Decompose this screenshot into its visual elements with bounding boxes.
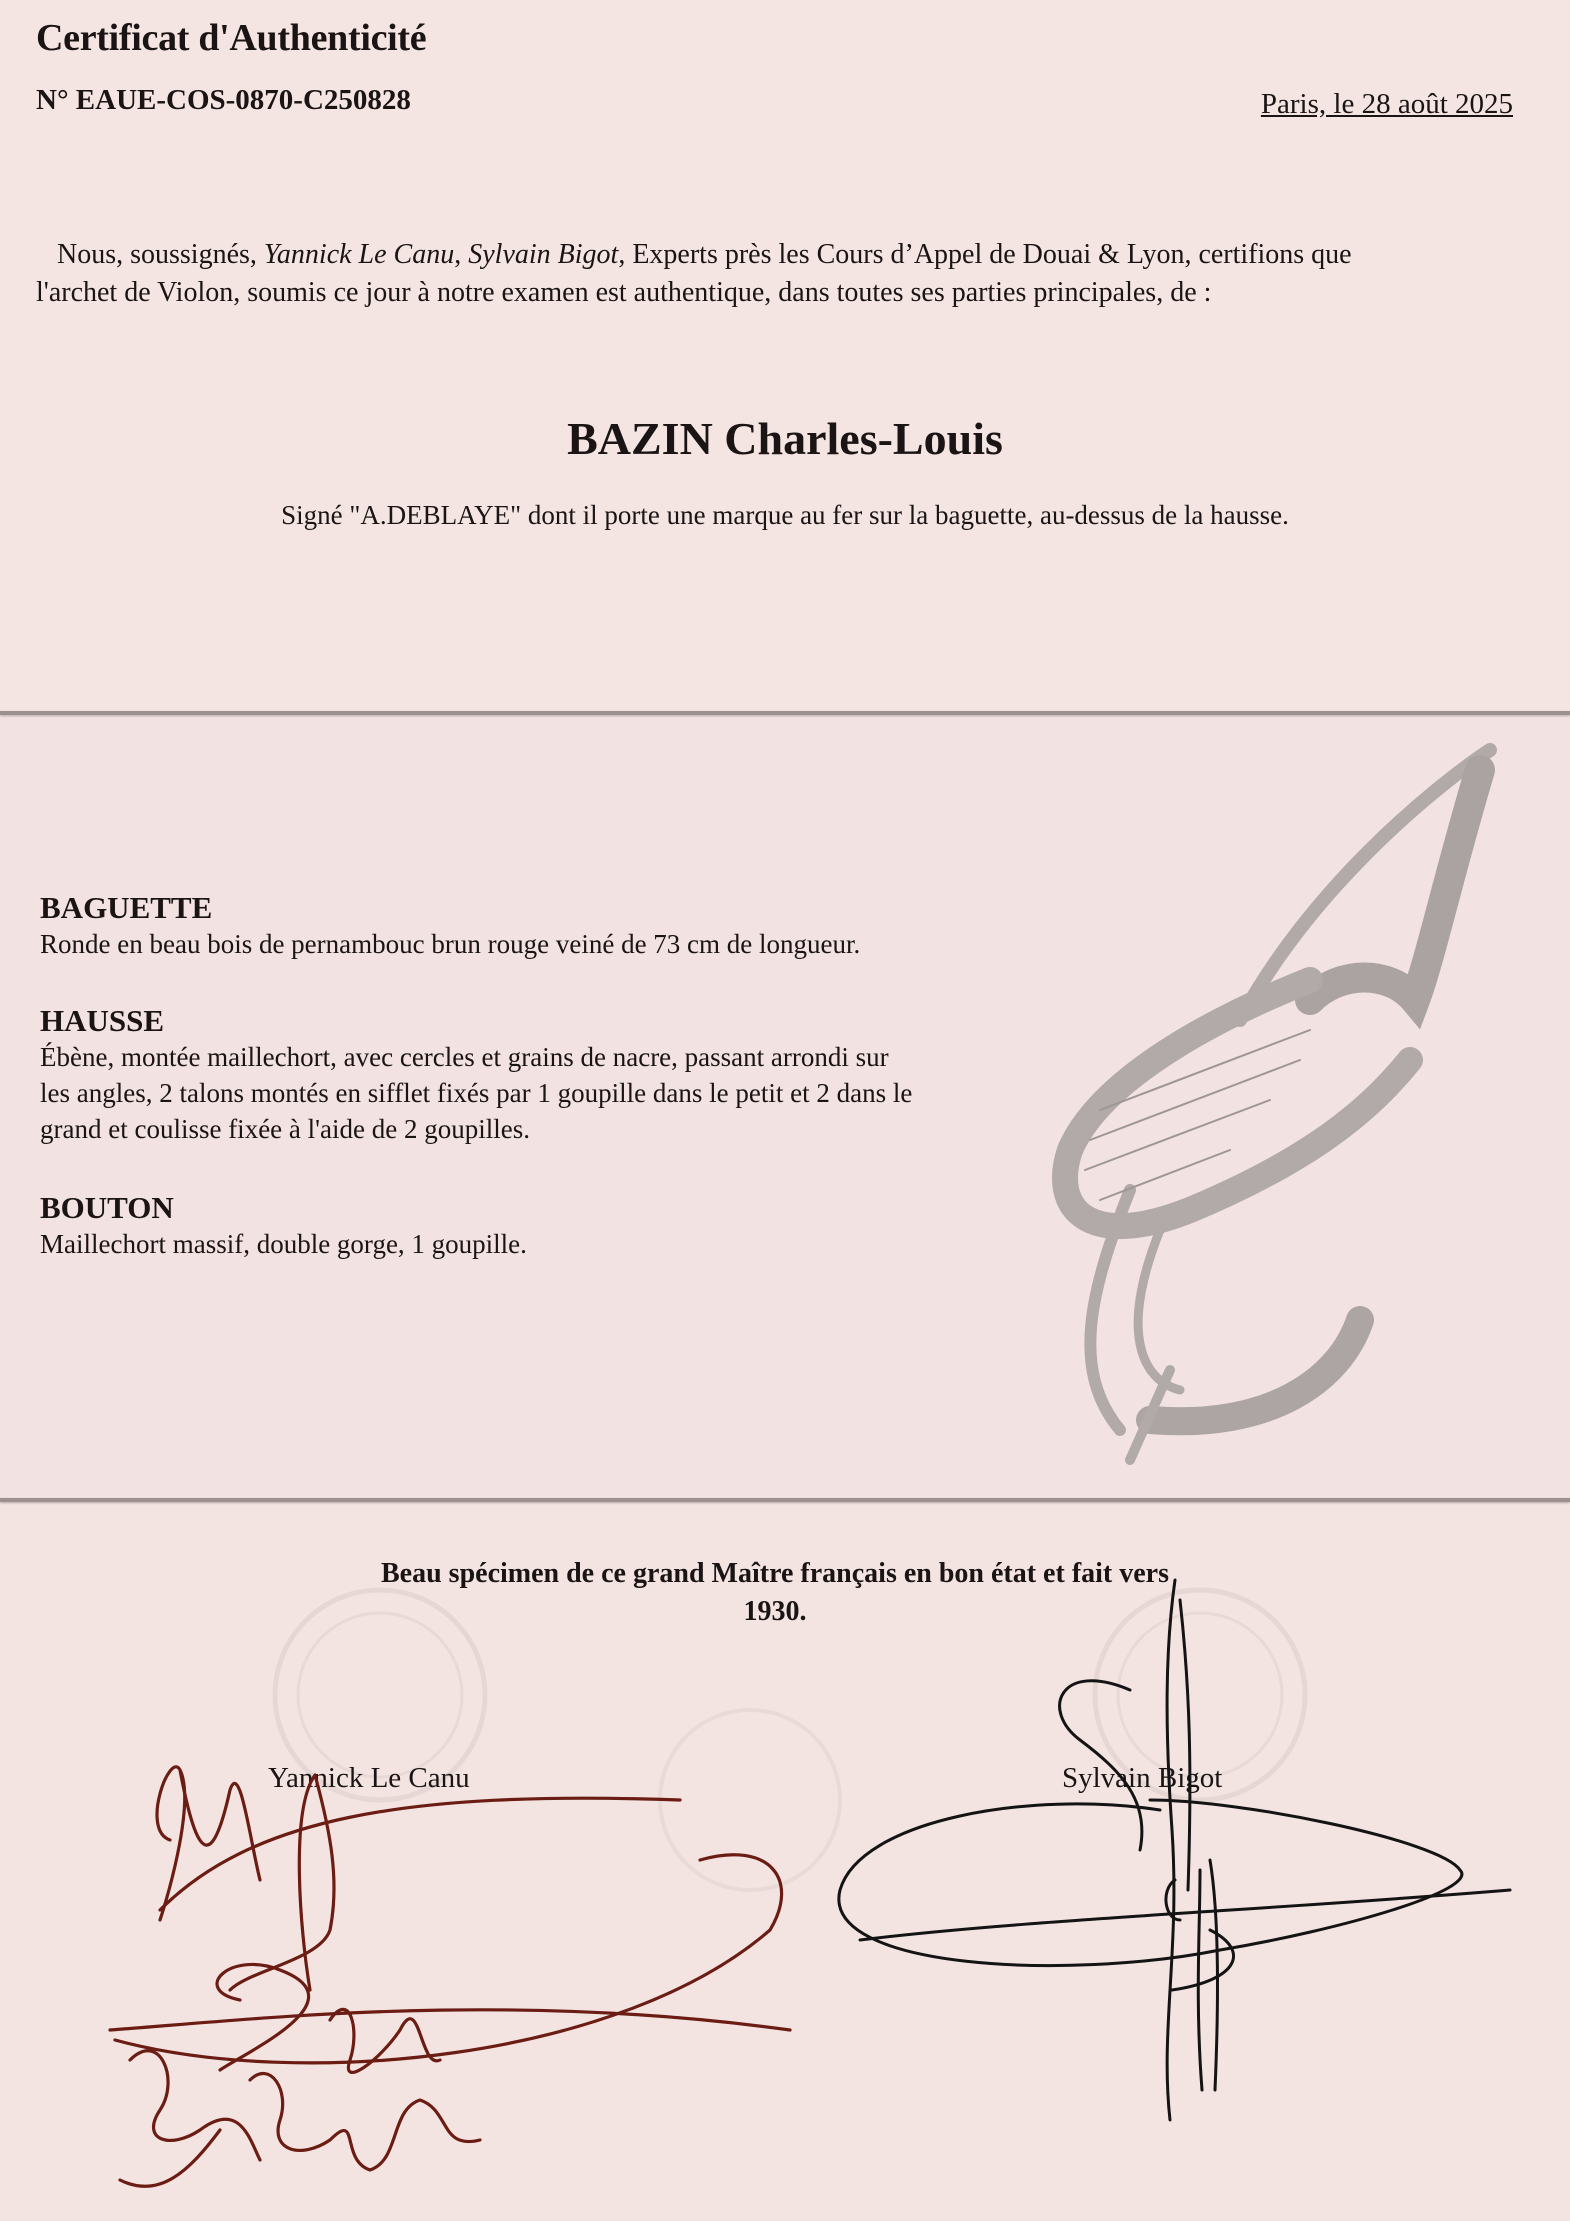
certificate-number: N° EAUE-COS-0870-C250828: [36, 84, 411, 116]
specimen-line: Beau spécimen de ce grand Maître français en bon état et fait vers: [381, 1558, 1169, 1589]
section-heading: HAUSSE: [40, 1003, 165, 1038]
section-line: Maillechort massif, double gorge, 1 goupille.: [40, 1229, 527, 1259]
intro-line-2: l'archet de Violon, soumis ce jour à notre examen est authentique, dans toutes ses parties principales, de :: [36, 277, 1212, 308]
section-line: les angles, 2 talons montés en sifflet fixés par 1 goupille dans le petit et 2 dans le: [40, 1078, 913, 1108]
section-line: grand et coulisse fixée à l'aide de 2 goupilles.: [40, 1114, 530, 1144]
signatory-left-name: Yannick Le Canu: [268, 1762, 470, 1794]
section-bouton: [40, 1190, 1040, 1262]
place-date: Paris, le 28 août 2025: [1260, 88, 1513, 120]
specimen-line: 1930.: [743, 1596, 807, 1627]
intro-rest: , Experts près les Cours d’Appel de Douai & Lyon, certifions que: [618, 239, 1352, 270]
maker-name: BAZIN Charles-Louis: [567, 413, 1003, 464]
fold-line: [0, 711, 1570, 715]
signature-right-icon: [820, 1570, 1520, 2130]
section-hausse: [40, 1003, 1040, 1147]
certificate-title: Certificat d'Authenticité: [36, 17, 427, 59]
intro-separator: ,: [454, 239, 469, 270]
signature-left-icon: [100, 1730, 800, 2210]
signed-note: Signé "A.DEBLAYE" dont il porte une marque au fer sur la baguette, au-dessus de la hausse.: [281, 500, 1289, 530]
section-heading: BAGUETTE: [40, 890, 213, 925]
section-line: Ronde en beau bois de pernambouc brun rouge veiné de 73 cm de longueur.: [40, 929, 861, 959]
section-baguette: [40, 890, 1040, 962]
intro-lead: Nous, soussignés,: [57, 239, 264, 270]
emblem-watermark-icon: [1010, 730, 1530, 1490]
fold-line: [0, 1498, 1570, 1502]
expert-name-1: Yannick Le Canu: [263, 239, 455, 270]
section-line: Ébène, montée maillechort, avec cercles et grains de nacre, passant arrondi sur: [40, 1042, 889, 1072]
expert-name-2: Sylvain Bigot: [468, 239, 619, 270]
intro-line-1: [36, 236, 1466, 274]
intro-paragraph: [36, 236, 1466, 312]
signatory-right-name: Sylvain Bigot: [1062, 1762, 1223, 1794]
section-heading: BOUTON: [40, 1190, 174, 1225]
